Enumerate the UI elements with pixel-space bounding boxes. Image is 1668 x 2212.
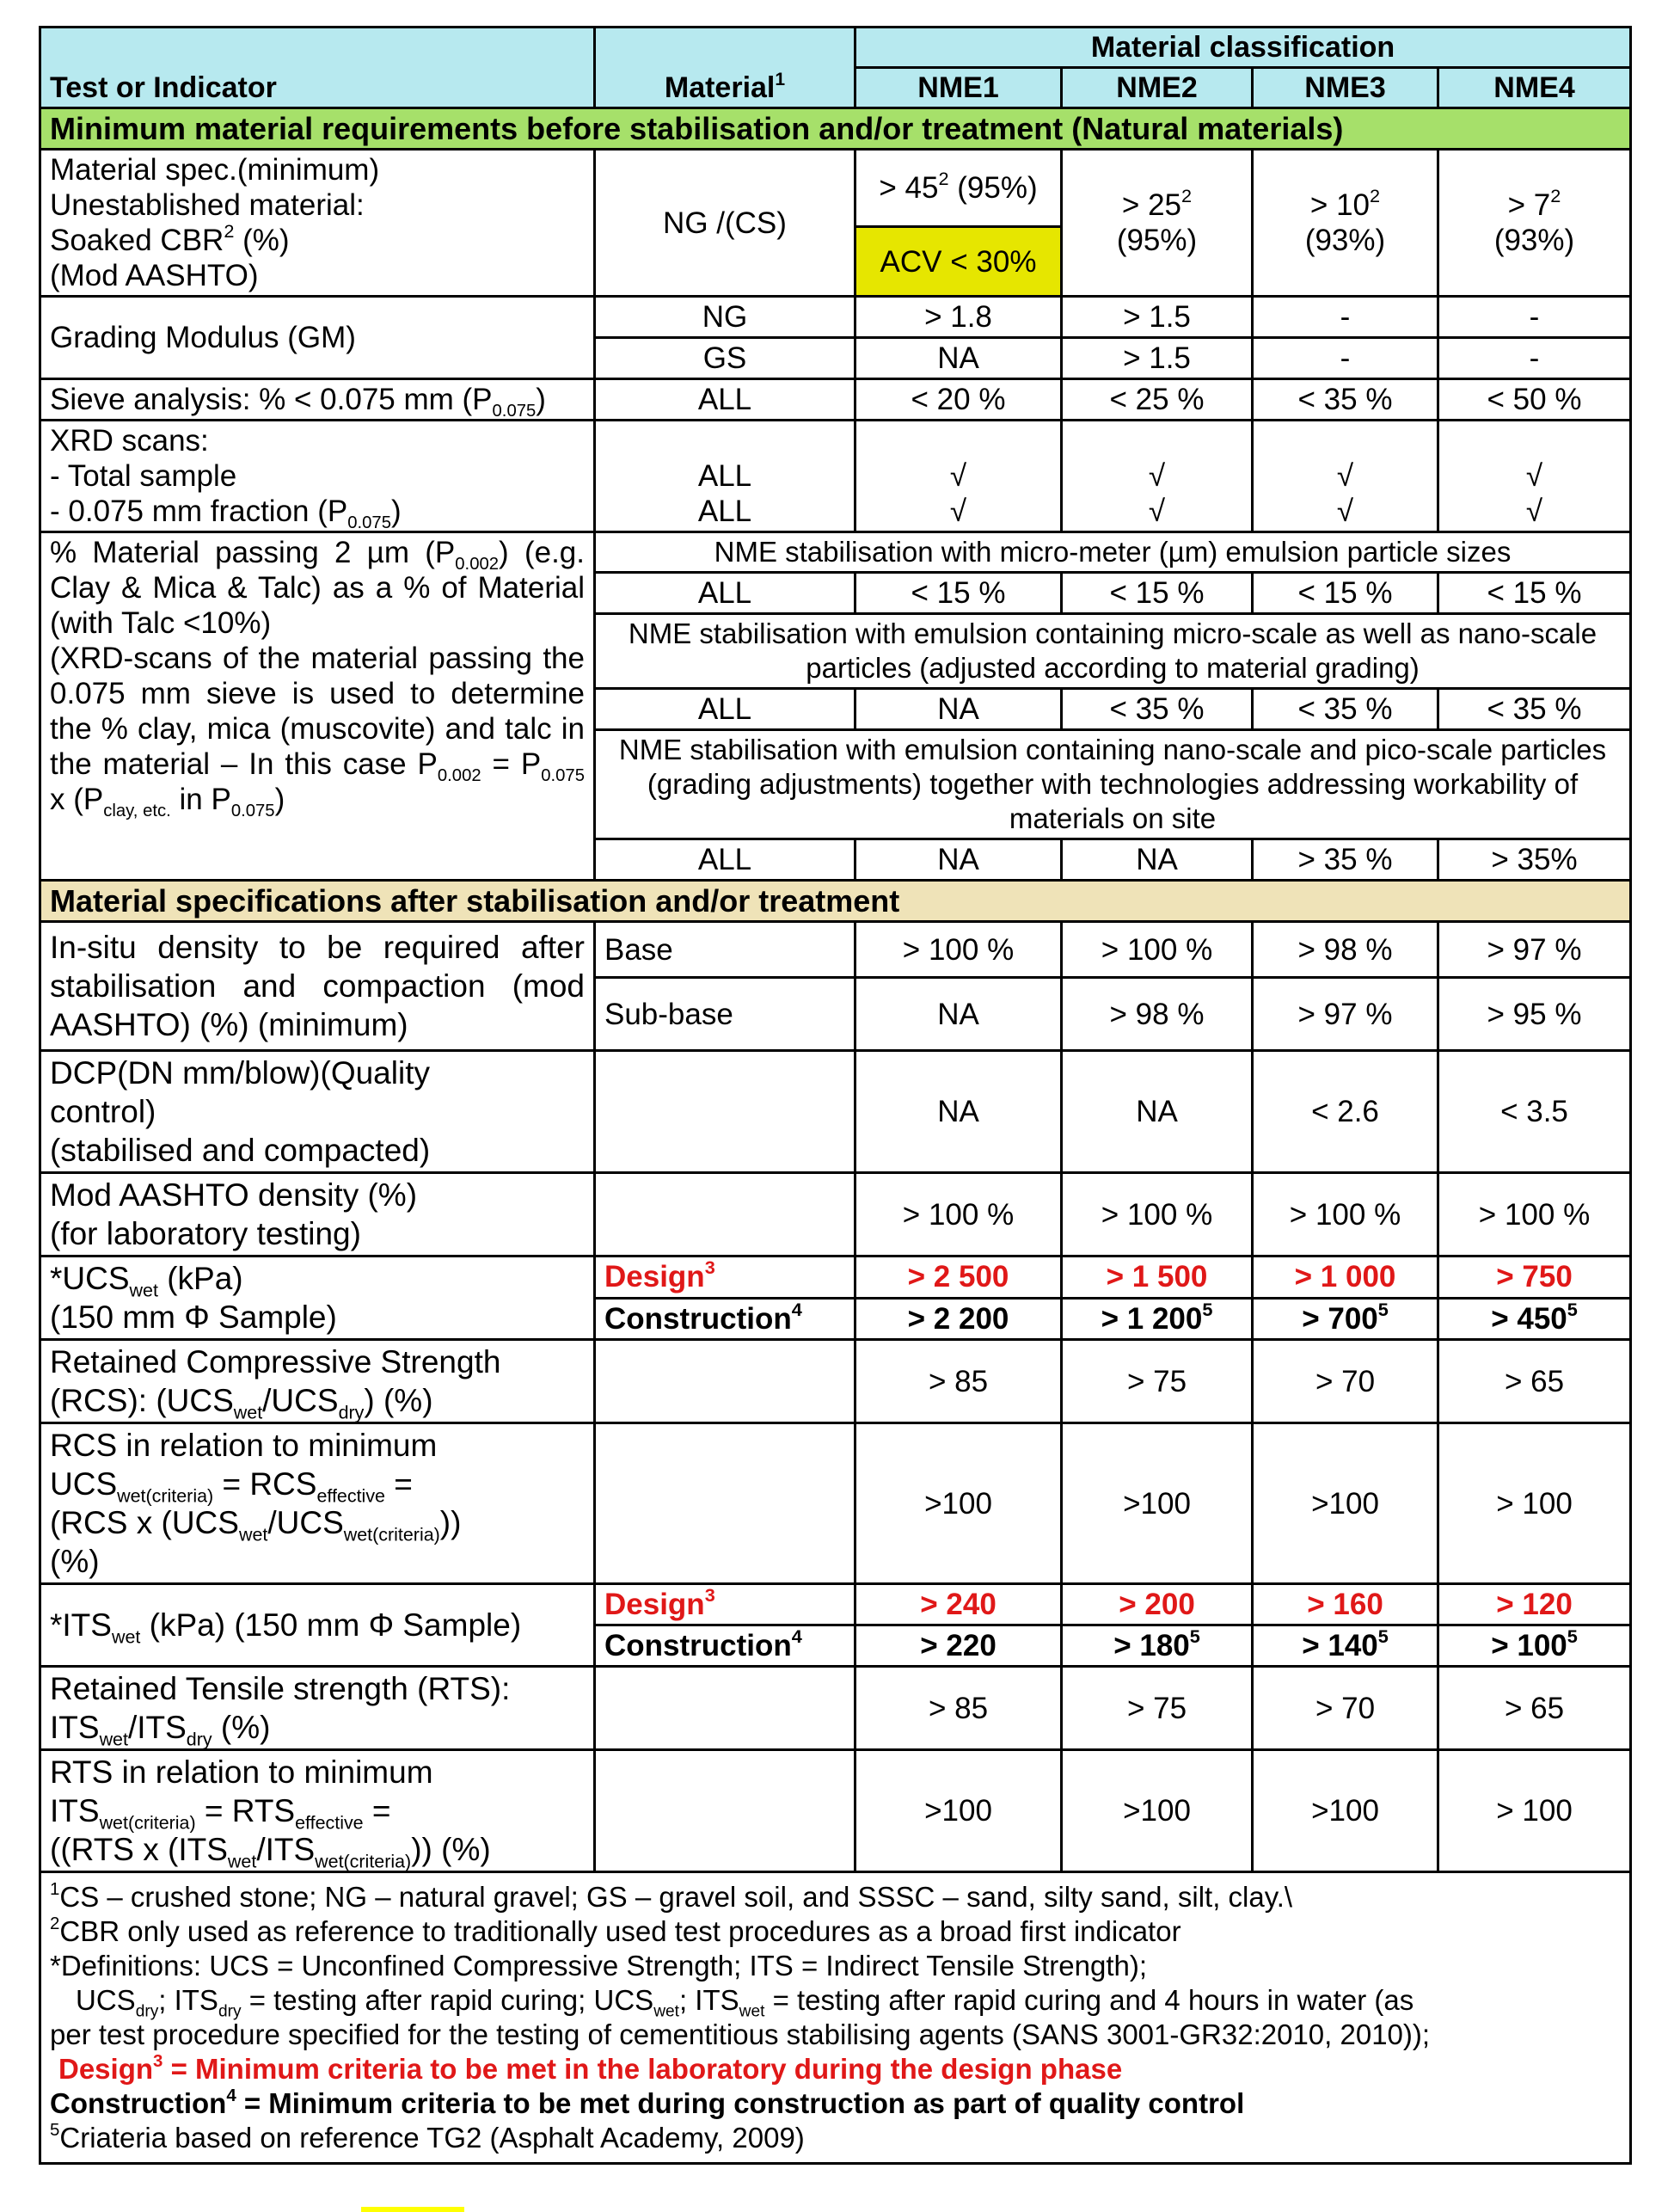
xrd-test: XRD scans: - Total sample - 0.075 mm fraction $(P_{0.075})$ <box>40 421 595 532</box>
grading-ng-nme2: > 1.5 <box>1062 297 1253 338</box>
ucs-construction-nme1: > 2 200 <box>855 1298 1062 1340</box>
cbr-material: NG /(CS) <box>595 150 855 297</box>
sieve-test: Sieve analysis: % < 0.075 mm $(P_{0.075})$ <box>40 379 595 421</box>
row-xrd <box>40 421 1631 532</box>
dcp-nme1: NA <box>855 1051 1062 1173</box>
its-design-nme1: > 240 <box>855 1584 1062 1625</box>
rts-nme3: > 70 <box>1253 1667 1438 1750</box>
xrd-material: ALL ALL <box>595 421 855 532</box>
xrd-nme4: √ √ <box>1438 421 1631 532</box>
dcp-material <box>595 1051 855 1173</box>
rcs-min-nme2: >100 <box>1062 1423 1253 1584</box>
passing-3-nme3: > 35 % <box>1253 839 1438 881</box>
footnote-testing: $UCS_{dry}$; $ITS_{dry}$ = testing after rapid curing; $UCS_{wet}$; $ITS_{wet}$ = testing after rapid curing and 4 hours in water (as <box>76 1984 1414 2021</box>
section-after-treatment <box>40 881 1631 922</box>
passing-1-material: ALL <box>595 573 855 614</box>
cbr-nme2: > $25^2$ (95%) <box>1062 150 1253 297</box>
footnote-definitions: *Definitions: UCS = Unconfined Compressive Strength; ITS = Indirect Tensile Strength); <box>50 1950 1147 1982</box>
insitu-base-nme1: > 100 % <box>855 922 1062 978</box>
row-sieve <box>40 379 1631 421</box>
section-after-title: Material specifications after stabilisation and/or treatment <box>40 881 1631 922</box>
rcs-nme2: > 75 <box>1062 1340 1253 1423</box>
rts-min-material <box>595 1750 855 1872</box>
insitu-subbase-nme4: > 95 % <box>1438 978 1631 1051</box>
its-construction-nme3: > $140^5$ <box>1253 1625 1438 1667</box>
grading-test: Grading Modulus (GM) <box>40 297 595 379</box>
insitu-base-nme2: > 100 % <box>1062 922 1253 978</box>
grading-gs-nme4: - <box>1438 338 1631 379</box>
mod-material <box>595 1173 855 1257</box>
section-before-title: Minimum material requirements before stabilisation and/or treatment (Natural materials) <box>40 108 1631 150</box>
mod-nme2: > 100 % <box>1062 1173 1253 1257</box>
grading-gs-nme1: NA <box>855 338 1062 379</box>
dcp-nme2: NA <box>1062 1051 1253 1173</box>
rcs-min-nme4: > 100 <box>1438 1423 1631 1584</box>
rcs-nme1: > 85 <box>855 1340 1062 1423</box>
header-row-1 <box>40 28 1631 68</box>
ucs-construction-nme4: > $450^5$ <box>1438 1298 1631 1340</box>
footnote-5: $^5$Criateria based on reference TG2 (Asphalt Academy, 2009) <box>50 2119 805 2154</box>
row-its-design <box>40 1584 1631 1625</box>
row-passing-note1 <box>40 532 1631 573</box>
ucs-design-nme4: > 750 <box>1438 1257 1631 1299</box>
its-design-nme2: > 200 <box>1062 1584 1253 1625</box>
insitu-base-nme4: > 97 % <box>1438 922 1631 978</box>
mod-test: Mod AASHTO density (%) (for laboratory testing) <box>40 1173 595 1257</box>
row-cbr <box>40 150 1631 227</box>
row-rcs-min <box>40 1423 1631 1584</box>
cbr-nme4: > $7^2$ (93%) <box>1438 150 1631 297</box>
passing-note-nano: NME stabilisation with emulsion containing micro-scale as well as nano-scale particles (adjusted according to material grading) <box>595 614 1631 689</box>
footnote-1: $^1$CS – crushed stone; NG – natural gravel; GS – gravel soil, and SSSC – sand, silty sand, silt, clay.\ <box>50 1878 1293 1913</box>
row-rts <box>40 1667 1631 1750</box>
rts-min-test: RTS in relation to minimum $ITS_{wet(criteria)} = RTS_{effective}$ = ((RTS x $(ITS_{wet}/ITS_{wet(criteria)})$) (%) <box>40 1750 595 1872</box>
rts-min-nme4: > 100 <box>1438 1750 1631 1872</box>
rts-min-nme3: >100 <box>1253 1750 1438 1872</box>
ucs-design-label: Design$^3$ <box>595 1257 855 1299</box>
ucs-construction-label: Construction$^4$ <box>595 1298 855 1340</box>
rcs-min-test: RCS in relation to minimum $UCS_{wet(criteria)} = RCS_{effective}$ = (RCS x $(UCS_{wet}/UCS_{wet(criteria)})$) (%) <box>40 1423 595 1584</box>
xrd-nme2: √ √ <box>1062 421 1253 532</box>
grading-ng-nme4: - <box>1438 297 1631 338</box>
its-test: $*ITS_{wet}$ (kPa) (150 mm Φ Sample) <box>40 1584 595 1667</box>
its-construction-label: Construction$^4$ <box>595 1625 855 1667</box>
cbr-test: Material spec.(minimum) Unestablished material: Soaked CBR$^2$ (%) (Mod AASHTO) <box>40 150 595 297</box>
cbr-acv-highlight: ACV < 30% <box>855 227 1062 297</box>
rts-nme2: > 75 <box>1062 1667 1253 1750</box>
sieve-nme2: < 25 % <box>1062 379 1253 421</box>
dcp-test: DCP(DN mm/blow)(Quality control) (stabilised and compacted) <box>40 1051 595 1173</box>
passing-3-nme1: NA <box>855 839 1062 881</box>
grading-material-ng: NG <box>595 297 855 338</box>
header-nme2: NME2 <box>1062 68 1253 108</box>
mod-nme3: > 100 % <box>1253 1173 1438 1257</box>
rts-min-nme1: >100 <box>855 1750 1062 1872</box>
passing-1-nme2: < 15 % <box>1062 573 1253 614</box>
ucs-test: $*UCS_{wet}$ (kPa) (150 mm Φ Sample) <box>40 1257 595 1340</box>
passing-2-nme4: < 35 % <box>1438 689 1631 730</box>
its-design-label: Design$^3$ <box>595 1584 855 1625</box>
rcs-min-material <box>595 1423 855 1584</box>
passing-note-micro: NME stabilisation with micro-meter (µm) emulsion particle sizes <box>595 532 1631 573</box>
footnote-construction: Construction$^4$ = Minimum criteria to be met during construction as part of quality control <box>50 2085 1245 2119</box>
cbr-nme1-a: > $45^2$ (95%) <box>855 150 1062 227</box>
rcs-nme4: > 65 <box>1438 1340 1631 1423</box>
rcs-nme3: > 70 <box>1253 1340 1438 1423</box>
passing-1-nme3: < 15 % <box>1253 573 1438 614</box>
rcs-test: Retained Compressive Strength (RCS): $(UCS_{wet}/UCS_{dry})$ (%) <box>40 1340 595 1423</box>
row-footnotes <box>40 1872 1631 2164</box>
row-mod-aashto <box>40 1173 1631 1257</box>
passing-1-nme4: < 15 % <box>1438 573 1631 614</box>
insitu-subbase-material: Sub-base <box>595 978 855 1051</box>
row-grading-ng <box>40 297 1631 338</box>
material-spec-table <box>39 26 1632 2165</box>
passing-3-nme4: > 35% <box>1438 839 1631 881</box>
ucs-construction-nme2: > 1 $200^5$ <box>1062 1298 1253 1340</box>
ucs-design-nme1: > 2 500 <box>855 1257 1062 1299</box>
rcs-min-nme1: >100 <box>855 1423 1062 1584</box>
insitu-subbase-nme2: > 98 % <box>1062 978 1253 1051</box>
footnotes <box>40 1872 1631 2164</box>
footnote-design: Design$^3$ = Minimum criteria to be met in the laboratory during the design phase <box>58 2050 1123 2085</box>
rcs-material <box>595 1340 855 1423</box>
passing-2-nme2: < 35 % <box>1062 689 1253 730</box>
row-insitu-base <box>40 922 1631 978</box>
xrd-nme3: √ √ <box>1253 421 1438 532</box>
cbr-nme3: > $10^2$ (93%) <box>1253 150 1438 297</box>
insitu-base-material: Base <box>595 922 855 978</box>
insitu-subbase-nme1: NA <box>855 978 1062 1051</box>
yellow-highlight-mark <box>361 2207 464 2212</box>
insitu-test: In-situ density to be required after stabilisation and compaction (mod AASHTO) (%) (minimum) <box>40 922 595 1051</box>
rts-nme4: > 65 <box>1438 1667 1631 1750</box>
grading-ng-nme1: > 1.8 <box>855 297 1062 338</box>
grading-gs-nme2: > 1.5 <box>1062 338 1253 379</box>
grading-ng-nme3: - <box>1253 297 1438 338</box>
grading-gs-nme3: - <box>1253 338 1438 379</box>
header-nme4: NME4 <box>1438 68 1631 108</box>
section-before-treatment <box>40 108 1631 150</box>
header-material-classification: Material classification <box>855 28 1631 68</box>
sieve-material: ALL <box>595 379 855 421</box>
sieve-nme1: < 20 % <box>855 379 1062 421</box>
its-construction-nme4: > $100^5$ <box>1438 1625 1631 1667</box>
header-material: Material$^1$ <box>595 28 855 108</box>
insitu-subbase-nme3: > 97 % <box>1253 978 1438 1051</box>
header-nme1: NME1 <box>855 68 1062 108</box>
passing-2-material: ALL <box>595 689 855 730</box>
rts-test: Retained Tensile strength (RTS): $ITS_{wet}/ITS_{dry}$ (%) <box>40 1667 595 1750</box>
material-spec-document <box>39 26 1629 2165</box>
its-design-nme4: > 120 <box>1438 1584 1631 1625</box>
dcp-nme3: < 2.6 <box>1253 1051 1438 1173</box>
xrd-nme1: √ √ <box>855 421 1062 532</box>
header-nme3: NME3 <box>1253 68 1438 108</box>
insitu-base-nme3: > 98 % <box>1253 922 1438 978</box>
sieve-nme3: < 35 % <box>1253 379 1438 421</box>
ucs-construction-nme3: > $700^5$ <box>1253 1298 1438 1340</box>
rts-material <box>595 1667 855 1750</box>
passing-2-nme3: < 35 % <box>1253 689 1438 730</box>
its-construction-nme1: > 220 <box>855 1625 1062 1667</box>
passing-2-nme1: NA <box>855 689 1062 730</box>
mod-nme4: > 100 % <box>1438 1173 1631 1257</box>
its-construction-nme2: > $180^5$ <box>1062 1625 1253 1667</box>
passing-3-material: ALL <box>595 839 855 881</box>
passing-3-nme2: NA <box>1062 839 1253 881</box>
rcs-min-nme3: >100 <box>1253 1423 1438 1584</box>
mod-nme1: > 100 % <box>855 1173 1062 1257</box>
its-design-nme3: > 160 <box>1253 1584 1438 1625</box>
footnote-testing-cont: per test procedure specified for the testing of cementitious stabilising agents (SANS 3001-GR32:2010, 2010)); <box>50 2018 1431 2050</box>
grading-material-gs: GS <box>595 338 855 379</box>
row-dcp <box>40 1051 1631 1173</box>
ucs-design-nme2: > 1 500 <box>1062 1257 1253 1299</box>
rts-min-nme2: >100 <box>1062 1750 1253 1872</box>
sieve-nme4: < 50 % <box>1438 379 1631 421</box>
passing-1-nme1: < 15 % <box>855 573 1062 614</box>
rts-nme1: > 85 <box>855 1667 1062 1750</box>
row-rts-min <box>40 1750 1631 1872</box>
dcp-nme4: < 3.5 <box>1438 1051 1631 1173</box>
row-ucs-design <box>40 1257 1631 1299</box>
ucs-design-nme3: > 1 000 <box>1253 1257 1438 1299</box>
passing-note-pico: NME stabilisation with emulsion containing nano-scale and pico-scale particles (grading adjustments) together with technologies addressing workability of materials on site <box>595 730 1631 839</box>
passing-test: % Material passing 2 µm $(P_{0.002})$ (e.g. Clay & Mica & Talc) as a % of Material (with Talc <10%) (XRD-scans of the material passing the 0.075 mm sieve is used to determine the % clay, mica (muscovite) and talc in the material – In this case $P_{0.002} = P_{0.075}$ x ($P_{clay, etc.}$ in $P_{0.075}$) <box>40 532 595 881</box>
row-rcs <box>40 1340 1631 1423</box>
footnote-2: $^2$CBR only used as reference to traditionally used test procedures as a broad first indicator <box>50 1913 1181 1947</box>
header-test-or-indicator: Test or Indicator <box>40 28 595 108</box>
